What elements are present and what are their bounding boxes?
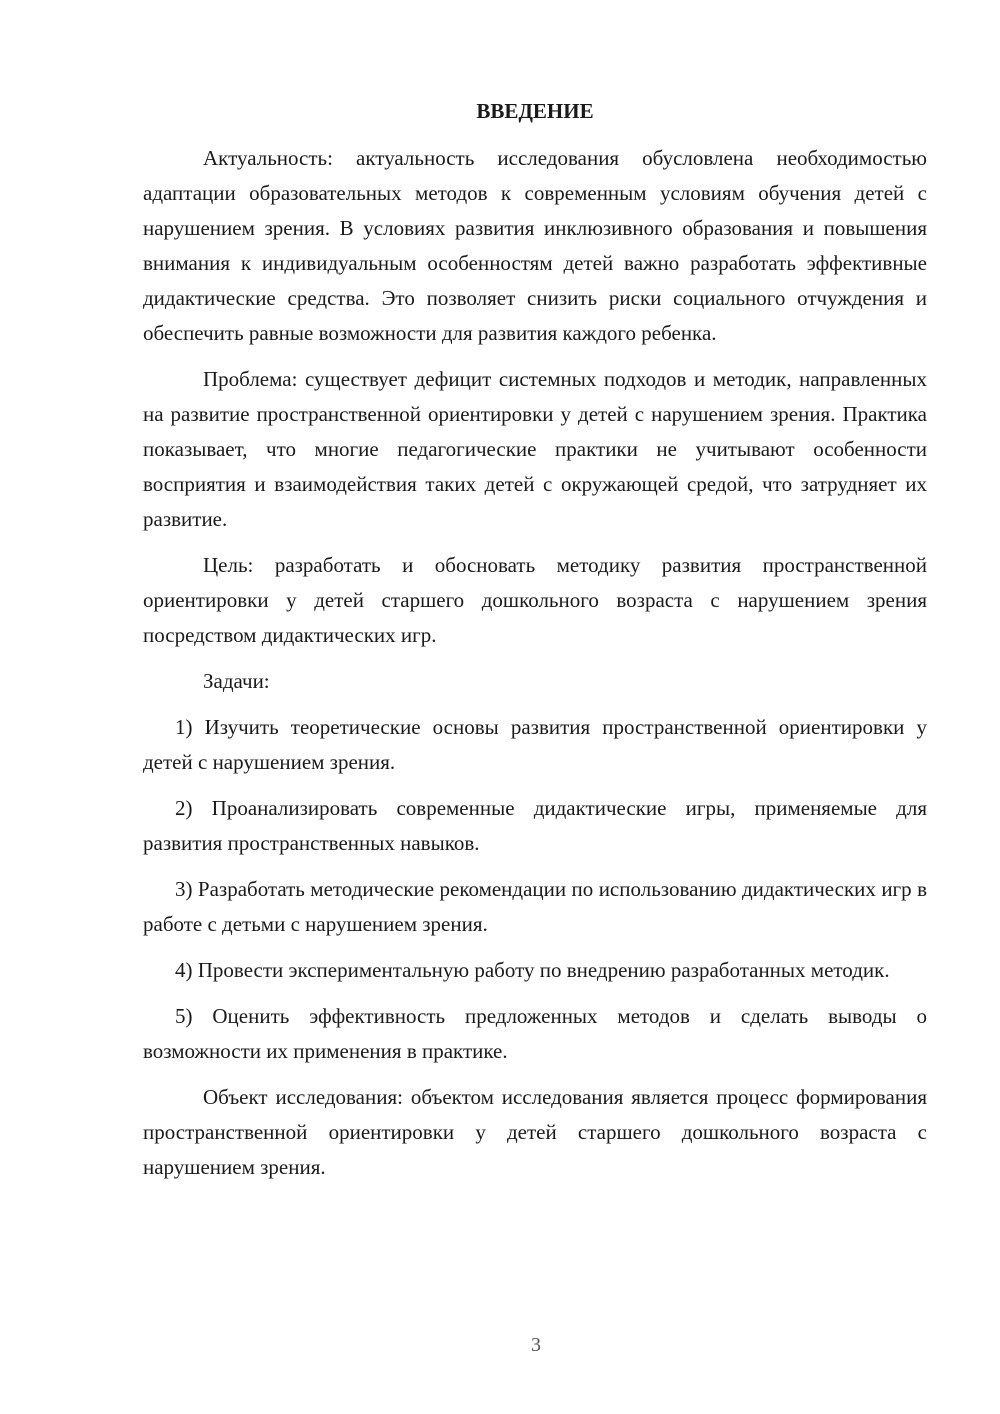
task-item: 2) Проанализировать современные дидактические игры, применяемые для развития пространственных навыков.	[143, 796, 927, 855]
page-title: ВВЕДЕНИЕ	[476, 99, 594, 123]
task-item: 3) Разработать методические рекомендации по использованию дидактических игр в работе с детьми с нарушением зрения.	[143, 877, 927, 936]
task-item: 4) Провести экспериментальную работу по внедрению разработанных методик.	[175, 958, 890, 982]
relevance-paragraph: Актуальность: актуальность исследования обусловлена необходимостью адаптации образовательных методов к современным условиям обучения детей с нарушением зрения. В условиях развития инклюзивного образования и повышения внимания к индивидуальным особенностям детей важно разработать эффективные дидактические средства. Это позволяет снизить риски социального отчуждения и обеспечить равные возможности для развития каждого ребенка.	[143, 146, 927, 345]
task-item: 1) Изучить теоретические основы развития пространственной ориентировки у детей с нарушением зрения.	[143, 715, 927, 774]
task-item: 5) Оценить эффективность предложенных методов и сделать выводы о возможности их применения в практике.	[143, 1004, 927, 1063]
problem-paragraph: Проблема: существует дефицит системных подходов и методик, направленных на развитие пространственной ориентировки у детей с нарушением зрения. Практика показывает, что многие педагогические практики не учитывают особенности восприятия и взаимодействия таких детей с окружающей средой, что затрудняет их развитие.	[143, 367, 927, 531]
tasks-heading: Задачи:	[203, 669, 270, 693]
goal-paragraph: Цель: разработать и обосновать методику развития пространственной ориентировки у детей старшего дошкольного возраста с нарушением зрения посредством дидактических игр.	[143, 553, 927, 647]
object-paragraph: Объект исследования: объектом исследования является процесс формирования пространственной ориентировки у детей старшего дошкольного возраста с нарушением зрения.	[143, 1085, 927, 1179]
page-content	[143, 94, 927, 1196]
page-number: 3	[531, 1334, 541, 1356]
